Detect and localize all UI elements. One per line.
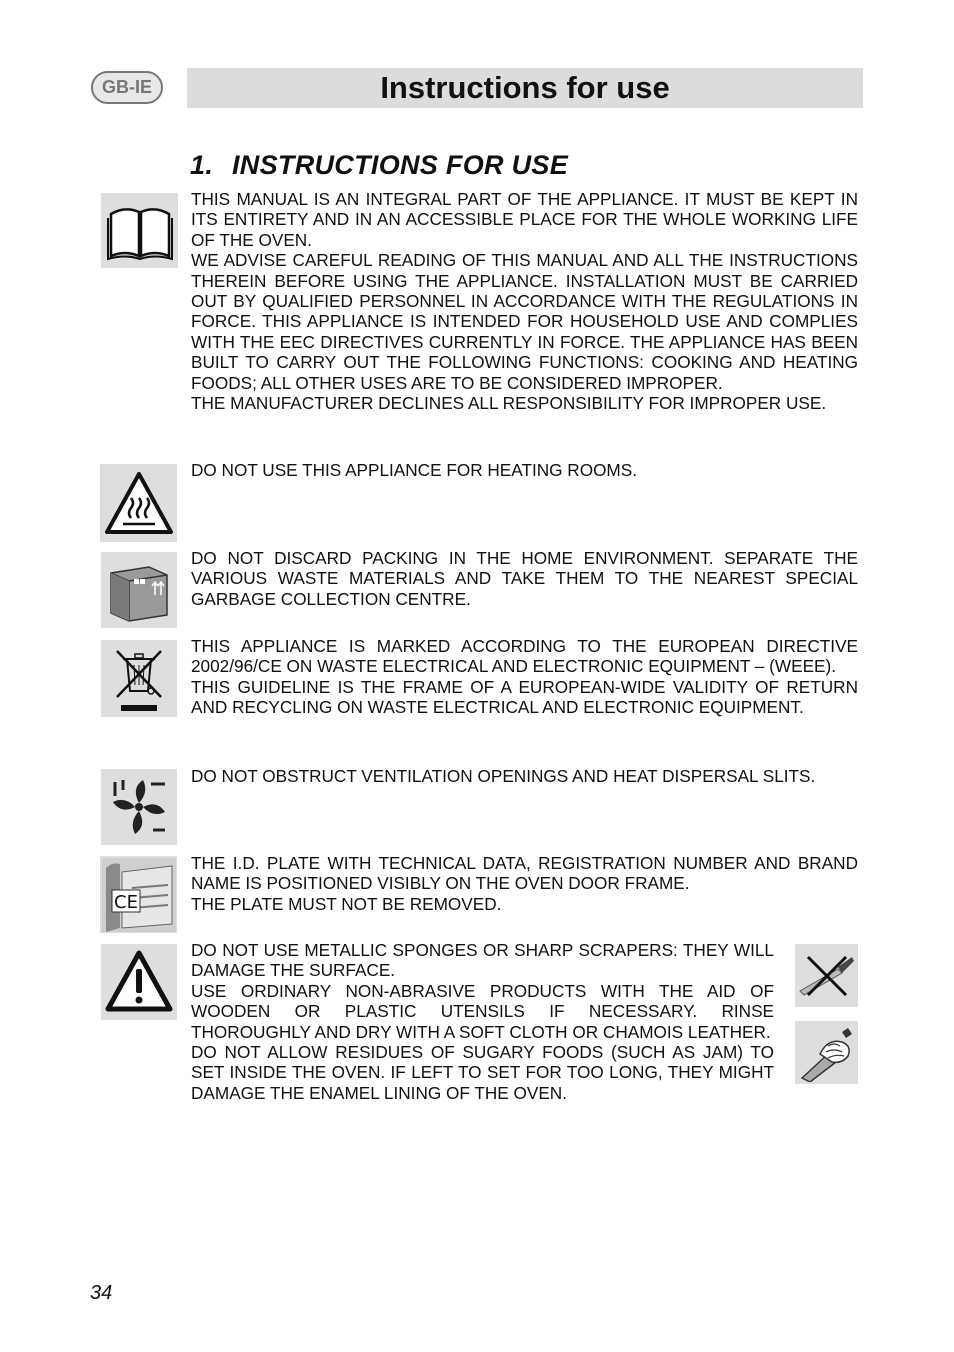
ventilation-text: [191, 766, 858, 786]
section-title: INSTRUCTIONS FOR USE: [232, 150, 569, 180]
heating-paragraph-1: DO NOT USE THIS APPLIANCE FOR HEATING ROOMS.: [191, 460, 637, 480]
packing-box-icon: [101, 552, 177, 628]
manual-paragraph-2: WE ADVISE CAREFUL READING OF THIS MANUAL AND ALL THE INSTRUCTIONS THEREIN BEFORE USING THE APPLIANCE. INSTALLATION MUST BE CARRIED OUT BY QUALIFIED PERSONNEL IN ACCORDANCE WITH THE REGULATIONS IN FORCE. THIS APPLIANCE IS INTENDED FOR HOUSEHOLD USE AND COMPLIES WITH THE EEC DIRECTIVES CURRENTLY IN FORCE. THE APPLIANCE HAS BEEN BUILT TO CARRY OUT THE FOLLOWING FUNCTIONS: COOKING AND HEATING FOODS; ALL OTHER USES ARE TO BE CONSIDERED IMPROPER.: [191, 250, 858, 393]
region-badge-label: GB-IE: [101, 77, 152, 97]
id-plate-text: [191, 853, 858, 914]
weee-paragraph-2: THIS GUIDELINE IS THE FRAME OF A EUROPEAN-WIDE VALIDITY OF RETURN AND RECYCLING ON WASTE ELECTRICAL AND ELECTRONIC EQUIPMENT.: [191, 676, 858, 718]
section-heading: [190, 150, 568, 181]
general-warning-icon: [101, 944, 177, 1020]
ventilation-paragraph-1: DO NOT OBSTRUCT VENTILATION OPENINGS AND HEAT DISPERSAL SLITS.: [191, 766, 816, 786]
page-number: 34: [90, 1282, 113, 1304]
heating-text: [191, 460, 858, 480]
svg-text:CE: CE: [113, 891, 138, 913]
id-plate-paragraph-2: THE PLATE MUST NOT BE REMOVED.: [191, 893, 502, 914]
region-badge: [91, 71, 163, 104]
manual-text: [191, 189, 858, 413]
section-number: 1.: [190, 150, 214, 180]
weee-paragraph-1: THIS APPLIANCE IS MARKED ACCORDING TO THE EUROPEAN DIRECTIVE 2002/96/CE ON WASTE ELECTRICAL AND ELECTRONIC EQUIPMENT – (WEEE).: [191, 636, 858, 677]
manual-paragraph-1: THIS MANUAL IS AN INTEGRAL PART OF THE APPLIANCE. IT MUST BE KEPT IN ITS ENTIRETY AND IN AN ACCESSIBLE PLACE FOR THE WHOLE WORKING LIFE OF THE OVEN.: [191, 189, 858, 250]
ce-plate-icon: [100, 856, 177, 933]
open-book-icon: [101, 193, 178, 268]
hot-surface-warning-icon: [100, 464, 177, 542]
ventilation-fan-icon: [101, 769, 177, 845]
cleaning-paragraph-1: DO NOT USE METALLIC SPONGES OR SHARP SCRAPERS: THEY WILL DAMAGE THE SURFACE.: [191, 940, 774, 981]
packing-paragraph-1: DO NOT DISCARD PACKING IN THE HOME ENVIRONMENT. SEPARATE THE VARIOUS WASTE MATERIALS AND TAKE THEM TO THE NEAREST SPECIAL GARBAGE COLLECTION CENTRE.: [191, 548, 858, 609]
cleaning-paragraph-2: USE ORDINARY NON-ABRASIVE PRODUCTS WITH THE AID OF WOODEN OR PLASTIC UTENSILS IF NECESSARY. RINSE THOROUGHLY AND DRY WITH A SOFT CLOTH OR CHAMOIS LEATHER.: [191, 980, 774, 1042]
weee-text: [191, 636, 858, 718]
no-scraper-icon: [795, 944, 858, 1007]
page-header: [187, 68, 863, 108]
crossed-bin-icon: [101, 640, 177, 717]
id-plate-paragraph-1: THE I.D. PLATE WITH TECHNICAL DATA, REGISTRATION NUMBER AND BRAND NAME IS POSITIONED VISIBLY ON THE OVEN DOOR FRAME.: [191, 853, 858, 894]
packing-text: [191, 548, 858, 609]
page-title: Instructions for use: [380, 70, 670, 105]
cleaning-paragraph-3: DO NOT ALLOW RESIDUES OF SUGARY FOODS (SUCH AS JAM) TO SET INSIDE THE OVEN. IF LEFT TO SET FOR TOO LONG, THEY MIGHT DAMAGE THE ENAMEL LINING OF THE OVEN.: [191, 1042, 774, 1103]
cloth-cleaning-icon: [795, 1021, 858, 1084]
cleaning-text: [191, 940, 774, 1103]
manual-paragraph-3: THE MANUFACTURER DECLINES ALL RESPONSIBILITY FOR IMPROPER USE.: [191, 393, 827, 414]
